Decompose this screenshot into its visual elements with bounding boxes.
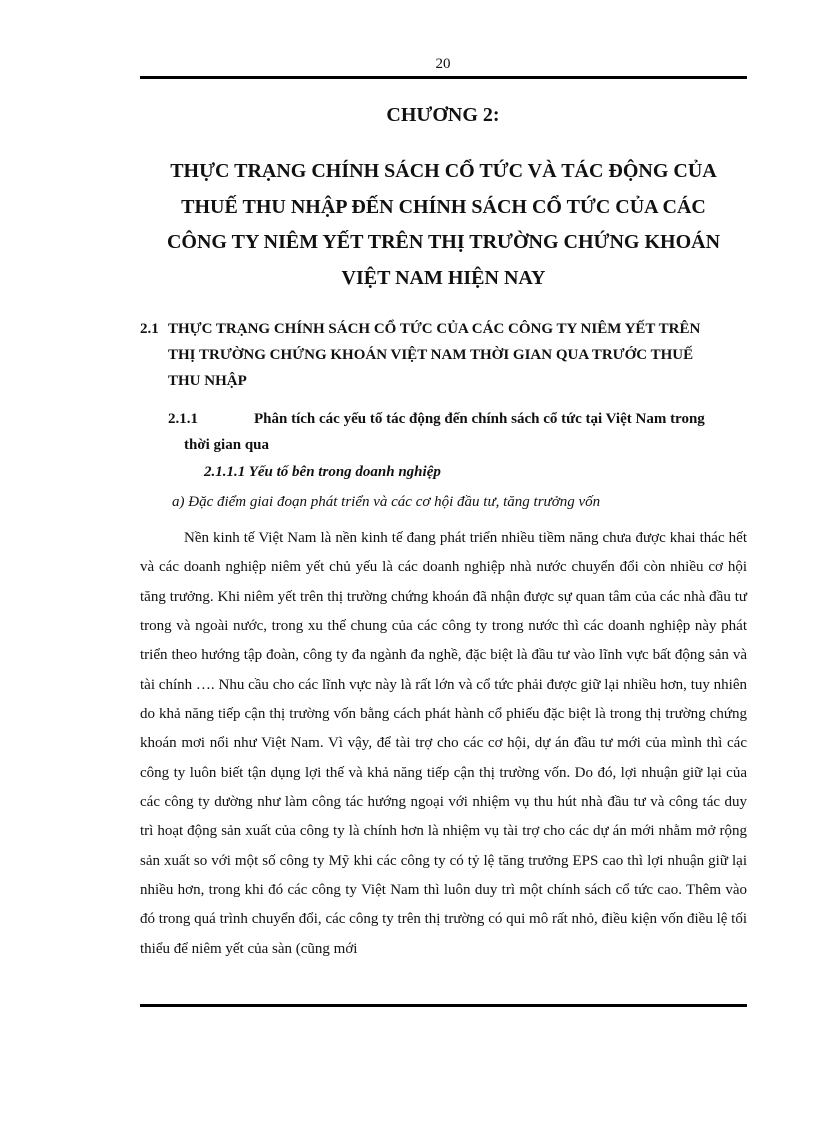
chapter-label: CHƯƠNG 2:	[386, 104, 500, 126]
chapter-title-line: CÔNG TY NIÊM YẾT TRÊN THỊ TRƯỜNG CHỨNG KHOÁN	[166, 231, 721, 253]
page-number: 20	[435, 56, 451, 72]
chapter-title-line: THỰC TRẠNG CHÍNH SÁCH CỔ TỨC VÀ TÁC ĐỘNG CỦA	[170, 160, 717, 182]
section-heading-line: THU NHẬP	[168, 373, 247, 389]
section-heading-2-1-1-1: 2.1.1.1 Yếu tố bên trong doanh nghiệp	[204, 464, 441, 480]
subsection-heading-a: a) Đặc điểm giai đoạn phát triển và các cơ hội đầu tư, tăng trưởng vốn	[172, 494, 601, 510]
section-number: 2.1	[140, 321, 159, 337]
chapter-title-line: VIỆT NAM HIỆN NAY	[341, 266, 546, 289]
header-rule	[140, 76, 747, 79]
chapter-title	[140, 154, 747, 296]
section-number: 2.1.1	[168, 411, 198, 427]
section-heading-line: THỊ TRƯỜNG CHỨNG KHOÁN VIỆT NAM THỜI GIAN QUA TRƯỚC THUẾ	[168, 347, 694, 363]
body-paragraph: Nền kinh tế Việt Nam là nền kinh tế đang phát triển nhiều tiềm năng chưa được khai thác hết và các doanh nghiệp niêm yết chủ yếu là các doanh nghiệp nhà nước chuyển đổi còn nhiều cơ hội tăng trưởng. Khi niêm yết trên thị trường chứng khoán đã nhận được sự quan tâm của các nhà đầu tư trong và ngoài nước, trong xu thế chung của các công ty trong nước thì các doanh nghiệp này phát triển theo hướng tập đoàn, công ty đa ngành đa nghề, đặc biệt là đầu tư vào lĩnh vực bất động sản và tài chính …. Nhu cầu cho các lĩnh vực này là rất lớn và cổ tức phải được giữ lại nhiều hơn, tuy nhiên do khả năng tiếp cận thị trường vốn bằng cách phát hành cổ phiếu đặc biệt là trong thị trường chứng khoán mơi nổi như Việt Nam. Vì vậy, để tài trợ cho các cơ hội, dự án đầu tư mới của mình thì các công ty luôn biết tận dụng lợi thế và khả năng tiếp cận thị trường vốn. Do đó, lợi nhuận giữ lại của các công ty dường như làm công tác hướng ngoại với nhiệm vụ thu hút nhà đầu tư và công tác duy trì hoạt động sản xuất của công ty là chính hơn là nhiệm vụ tài trợ cho các dự án mới nhằm mở rộng sản xuất so với một số công ty Mỹ khi các công ty có tỷ lệ tăng trưởng EPS cao thì lợi nhuận giữ lại nhiều hơn, trong khi đó các công ty Việt Nam thì luôn duy trì một chính sách cổ tức cao. Thêm vào đó trong quá trình chuyển đổi, các công ty trên thị trường có qui mô rất nhỏ, điều kiện vốn điều lệ tối thiểu để niêm yết của sàn (cũng mới	[140, 530, 747, 957]
section-heading-2-1	[140, 316, 750, 394]
section-heading-line: thời gian qua	[184, 437, 270, 453]
chapter-title-line: THUẾ THU NHẬP ĐẾN CHÍNH SÁCH CỔ TỨC CỦA CÁC	[181, 195, 706, 218]
section-heading-line: THỰC TRẠNG CHÍNH SÁCH CỔ TỨC CỦA CÁC CÔNG TY NIÊM YẾT TRÊN	[168, 321, 701, 337]
footer-rule	[140, 1004, 747, 1007]
section-heading-line: Phân tích các yếu tố tác động đến chính sách cổ tức tại Việt Nam trong	[254, 411, 705, 427]
section-heading-2-1-1	[168, 406, 748, 458]
